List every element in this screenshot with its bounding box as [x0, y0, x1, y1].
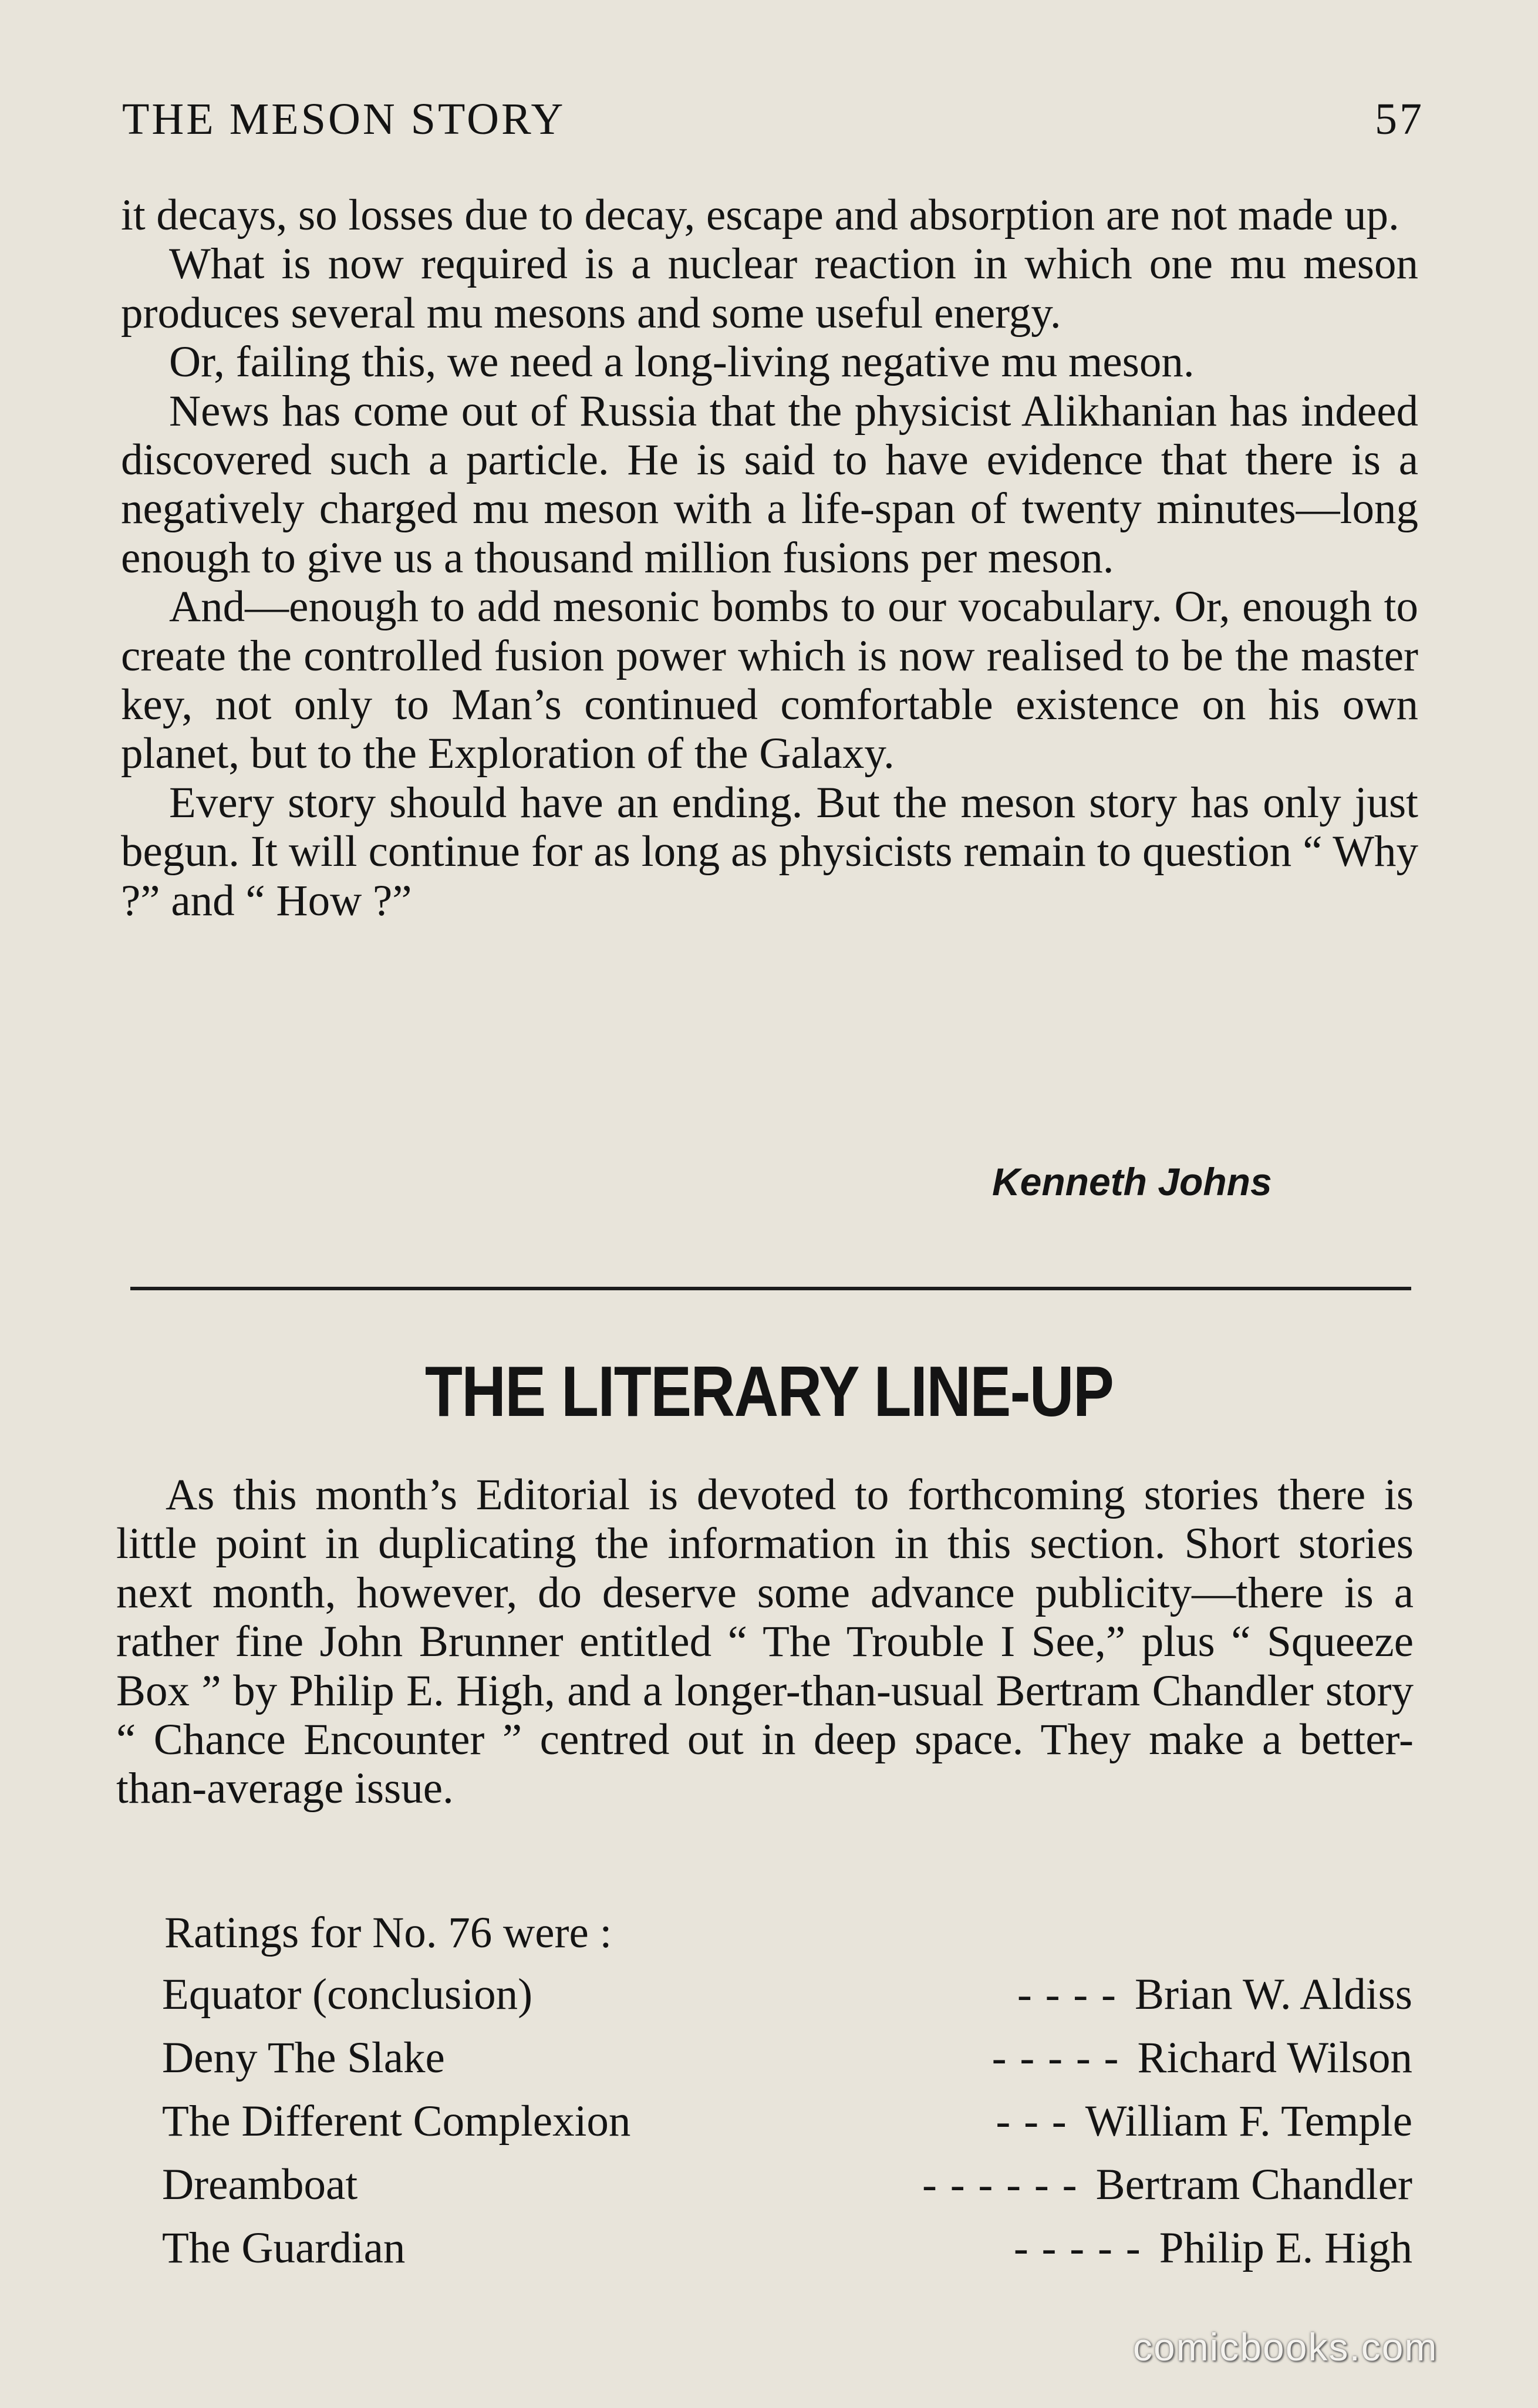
rating-leader-dashes: - - - - - -: [922, 2160, 1078, 2209]
section-title: THE LITERARY LINE-UP: [424, 1351, 1114, 1431]
rating-story-title: The Guardian: [162, 2224, 406, 2272]
article-paragraph: Every story should have an ending. But the meson story has only just begun. It will continue for as long as physicists remain to question “ Why ?” and “ How ?”: [121, 778, 1418, 925]
rating-story-title: Deny The Slake: [162, 2033, 445, 2082]
page-number: 57: [1375, 95, 1424, 144]
article-paragraph: What is now required is a nuclear reaction in which one mu meson produces several mu mesons and some useful energy.: [121, 240, 1418, 338]
article-author: Kenneth Johns: [992, 1160, 1272, 1203]
rating-leader-dashes: - - - -: [1017, 1970, 1117, 2019]
running-head: [122, 94, 1424, 145]
rating-story-author: William F. Temple: [1085, 2097, 1412, 2146]
rating-leader-dashes: - - - - -: [991, 2033, 1120, 2082]
article-paragraph: it decays, so losses due to decay, escape and absorption are not made up.: [121, 191, 1399, 240]
rating-row: [162, 2160, 1412, 2223]
rating-leader-dashes: - - - - -: [1013, 2224, 1142, 2272]
ratings-list: [162, 1969, 1412, 2286]
rating-story-author: Richard Wilson: [1137, 2033, 1412, 2082]
rating-row: [162, 2223, 1412, 2286]
running-head-title: THE MESON STORY: [122, 95, 566, 144]
article-paragraph: And—enough to add mesonic bombs to our vocabulary. Or, enough to create the controlled fusion power which is now realised to be the master key, not only to Man’s continued comfortable existence on his own planet, but to the Exploration of the Galaxy.: [121, 582, 1418, 778]
section-body: As this month’s Editorial is devoted to forthcoming stories there is little point in duplicating the information in this section. Short stories next month, however, do deserve some advance publicity—there is a rather fine John Brunner entitled “ The Trouble I See,” plus “ Squeeze Box ” by Philip E. High, and a longer-than-usual Bertram Chandler story “ Chance Encounter ” centred out in deep space. They make a better-than-average issue.: [116, 1471, 1414, 1813]
article-paragraph: Or, failing this, we need a long-living negative mu meson.: [169, 338, 1195, 387]
rating-row: [162, 2096, 1412, 2160]
article-body: [121, 191, 1418, 925]
rating-story-author: Bertram Chandler: [1095, 2160, 1412, 2209]
rating-leader-dashes: - - -: [996, 2097, 1068, 2146]
watermark: comicbooks.com: [1133, 2325, 1438, 2369]
rating-row: [162, 2033, 1412, 2096]
rating-story-title: The Different Complexion: [162, 2097, 631, 2146]
section-divider: [130, 1287, 1411, 1290]
rating-row: [162, 1969, 1412, 2033]
article-paragraph: News has come out of Russia that the physicist Alikhanian has indeed discovered such a particle. He is said to have evidence that there is a negatively charged mu meson with a life-span of twenty minutes—long enough to give us a thousand million fusions per meson.: [121, 386, 1418, 582]
rating-story-author: Brian W. Aldiss: [1135, 1970, 1412, 2019]
rating-story-title: Equator (conclusion): [162, 1970, 533, 2019]
rating-story-author: Philip E. High: [1159, 2224, 1412, 2272]
ratings-intro: Ratings for No. 76 were :: [164, 1908, 612, 1957]
rating-story-title: Dreamboat: [162, 2160, 358, 2209]
